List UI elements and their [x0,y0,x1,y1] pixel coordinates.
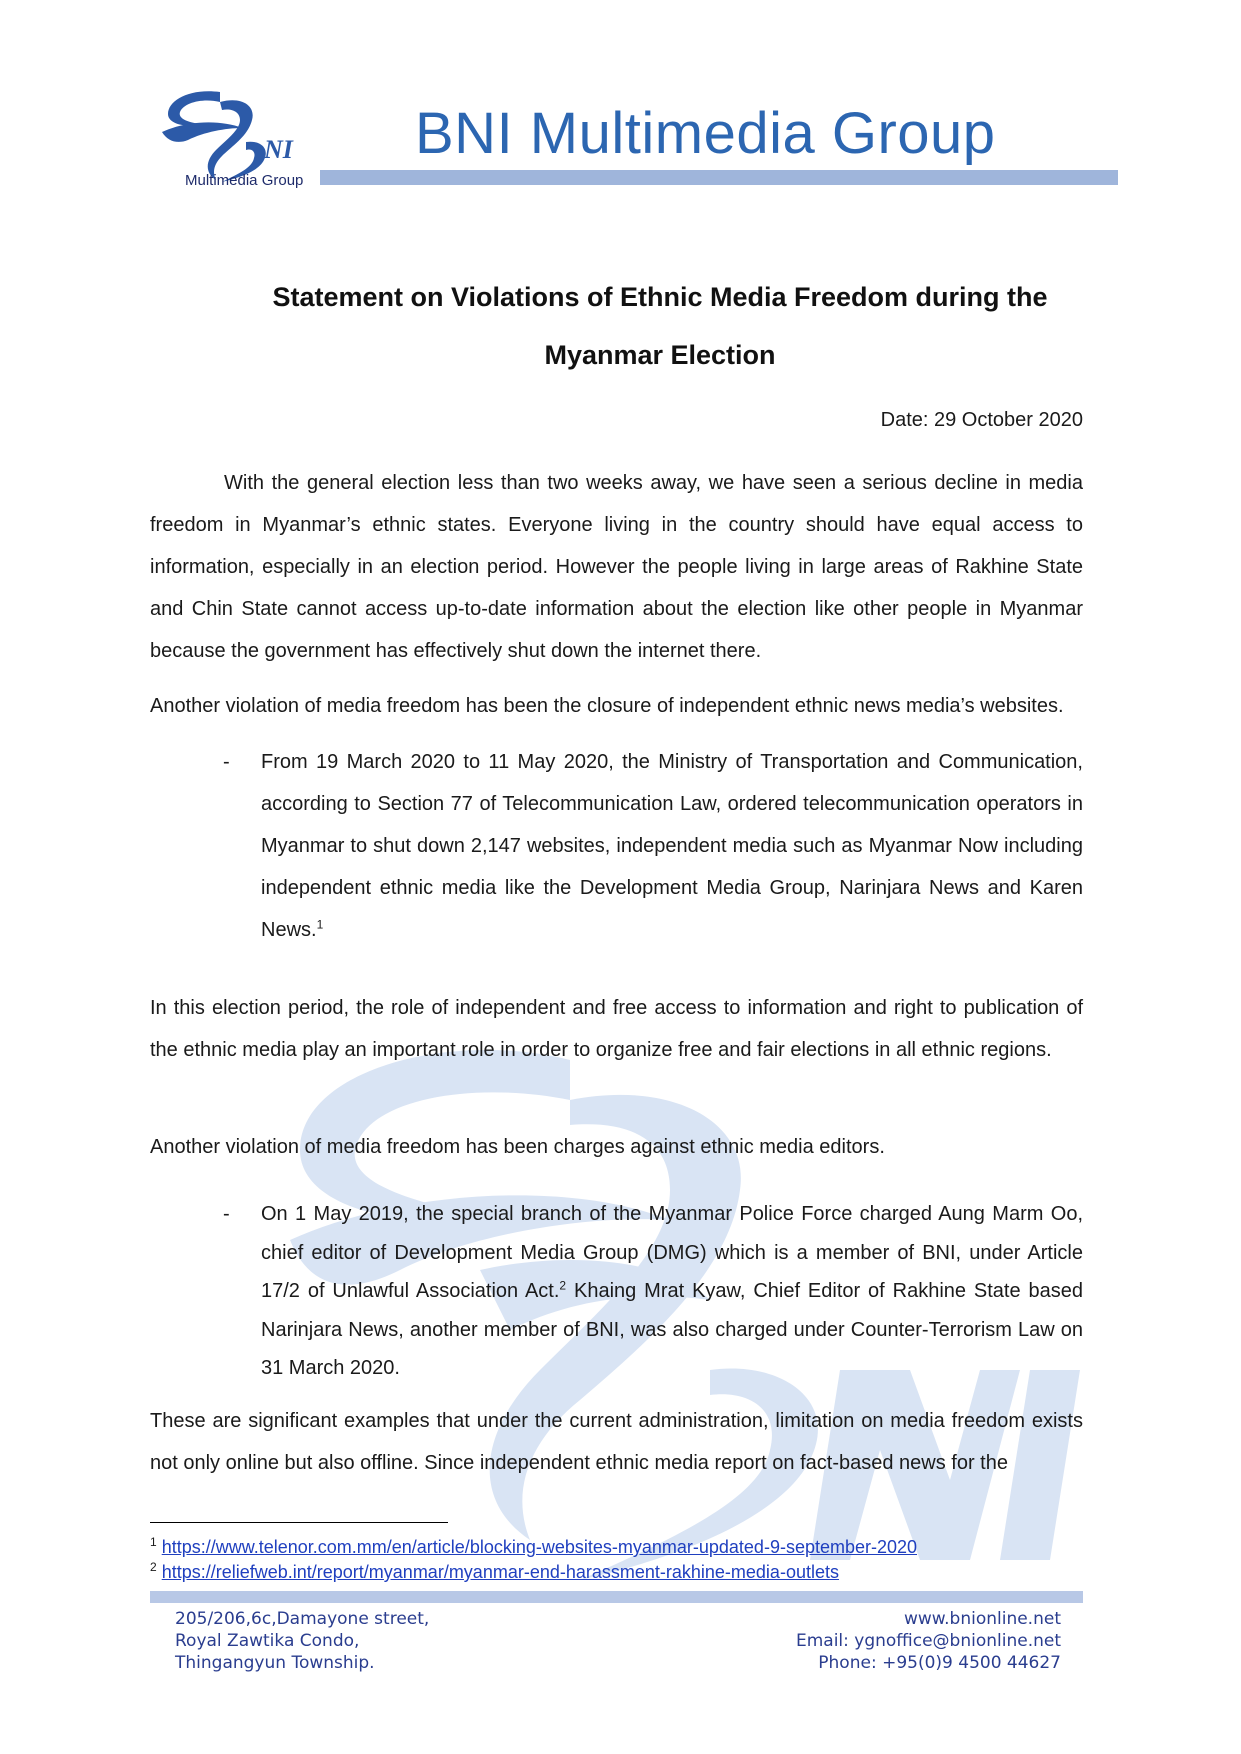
header-divider-bar [320,170,1118,185]
footnote-2-link[interactable]: https://reliefweb.int/report/myanmar/myanmar-end-harassment-rakhine-media-outlets [161,1562,839,1582]
footnote-ref-1[interactable]: 1 [316,917,324,932]
address-line-2: Royal Zawtika Condo, [175,1631,360,1651]
bullet-dash: - [223,751,230,773]
footnote-1 [150,1537,917,1558]
paragraph-editor-charges: Another violation of media freedom has been charges against ethnic media editors. [150,1136,885,1158]
bullet-1-body: From 19 March 2020 to 11 May 2020, the Ministry of Transportation and Communication, according to Section 77 of Telecommunication Law, ordered telecommunication operators in Myanmar to shut down 2,147 websites, independent media such as Myanmar Now including independent ethnic media like the Development Media Group, Narinjara News and Karen News. [261,751,1083,941]
address-line-3: Thingangyun Township. [175,1653,375,1673]
bullet-text-2 [261,1195,1083,1388]
footnote-number: 1 [150,1535,157,1549]
document-title-line-2: Myanmar Election [544,340,776,370]
footnote-2 [150,1562,839,1583]
bullet-2-body-b: Khaing Mrat Kyaw, Chief Editor of Rakhine State based Narinjara News, another member of BNI, was also charged under Counter-Terrorism Law on 31 March 2020. [261,1280,1083,1379]
paragraph-election-role: In this election period, the role of independent and free access to information and right to publication of the ethnic media play an important role in order to organize free and fair elections in all ethnic regions. [150,997,1083,1061]
logo-caption: Multimedia Group [185,172,304,189]
footer-address [175,1608,429,1674]
bullet-item-2 [225,1195,1083,1395]
footnote-1-link[interactable]: https://www.telenor.com.mm/en/article/blocking-websites-myanmar-updated-9-september-2020 [161,1537,918,1557]
logo-lettering: NI [264,135,293,164]
document-title-line-1: Statement on Violations of Ethnic Media Freedom during the [272,282,1048,312]
address-line-1: 205/206,6c,Damayone street, [175,1609,430,1629]
footer-website[interactable]: www.bnionline.net [903,1609,1061,1629]
footer-email[interactable]: Email: ygnoffice@bnionline.net [795,1631,1061,1651]
footer-phone: Phone: +95(0)9 4500 44627 [818,1653,1061,1673]
paragraph-intro: With the general election less than two weeks away, we have seen a serious decline in media freedom in Myanmar’s ethnic states. Everyone living in the country should have equal access to information, especially in an election period. However the people living in large areas of Rakhine State and Chin State cannot access up-to-date information about the election like other people in Myanmar because the government has effectively shut down the internet there. [150,472,1083,662]
bullet-item-1 [225,741,1083,951]
footnote-number: 2 [150,1560,157,1574]
bullet-text-1 [261,741,1083,951]
brand-title: BNI Multimedia Group [415,101,996,166]
footer-contact [796,1608,1061,1674]
paragraph-website-closure: Another violation of media freedom has been the closure of independent ethnic news media’s websites. [150,695,1064,717]
footnote-ref-2[interactable]: 2 [559,1278,567,1293]
footer-divider-bar [150,1591,1083,1603]
document-date: Date: 29 October 2020 [880,409,1083,431]
paragraph-significant-examples: These are significant examples that under the current administration, limitation on media freedom exists not only online but also offline. Since independent ethnic media report on fact-based news for the [150,1410,1083,1474]
bullet-2-body-a: On 1 May 2019, the special branch of the Myanmar Police Force charged Aung Marm Oo, chief editor of Development Media Group (DMG) which is a member of BNI, under Article 17/2 of Unlawful Association Act. [261,1203,1083,1302]
footnote-separator [150,1522,448,1523]
bullet-dash: - [223,1203,230,1225]
